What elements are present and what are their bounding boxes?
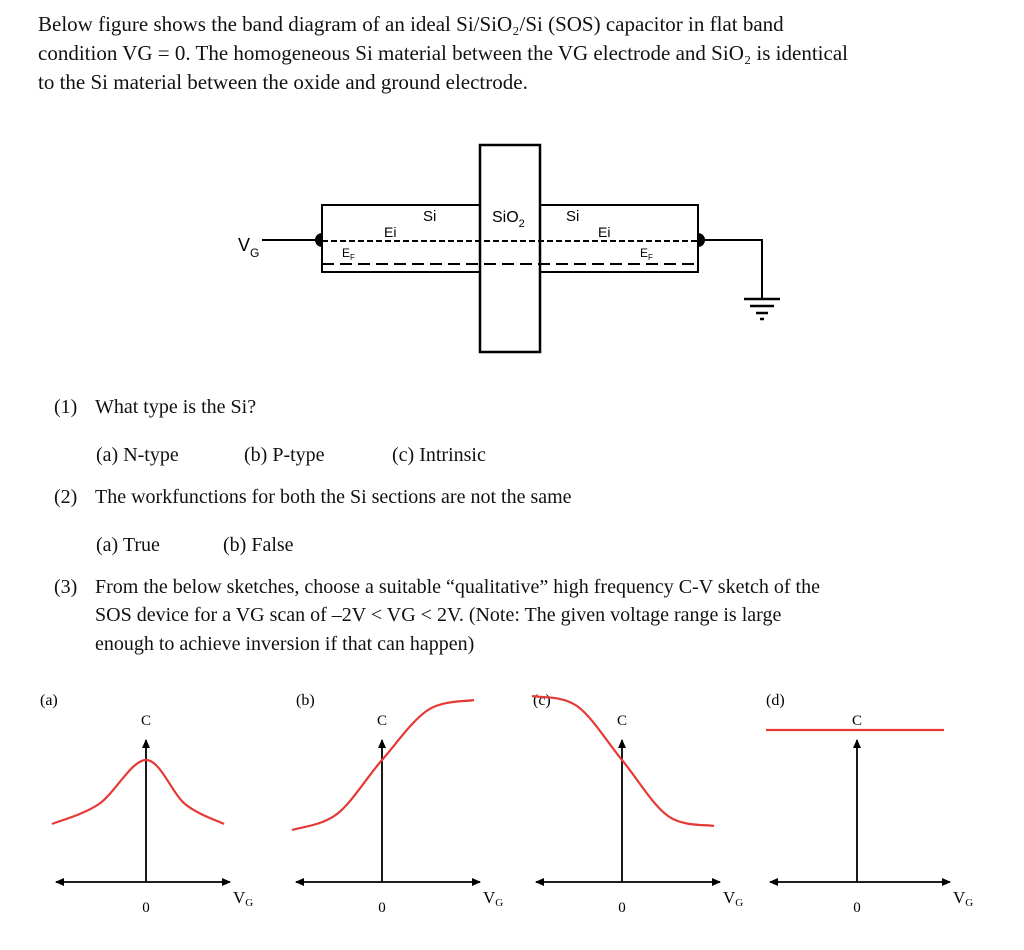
q1-option-c[interactable]: (c) Intrinsic [392, 444, 486, 466]
ef-right-label: E [640, 246, 649, 260]
q1-text: What type is the Si? [95, 396, 257, 418]
oxide-box [480, 145, 540, 352]
svg-text:VG [238, 235, 259, 260]
q3-line-3: enough to achieve inversion if that can happen) [95, 633, 475, 655]
left-contact-icon [315, 233, 322, 247]
vg-axis-label: VG [723, 888, 744, 909]
si-right-box [540, 205, 698, 272]
sketch-label: (a) [40, 692, 58, 709]
cv-sketch-c [532, 692, 743, 916]
intro-line-2: condition VG = 0. The homogeneous Si material between the VG electrode and SiO₂ is identical [38, 41, 848, 65]
q2-option-a[interactable]: (a) True [96, 534, 160, 556]
c-axis-label: C [376, 713, 388, 729]
c-axis-label: C [616, 713, 628, 729]
sketch-label: (d) [766, 692, 785, 709]
right-contact-icon [698, 233, 705, 247]
c-axis-label: C [140, 713, 152, 729]
q2-text: The workfunctions for both the Si sections are not the same [95, 486, 572, 508]
vg-axis-label: VG [953, 888, 974, 909]
q2-number: (2) [54, 486, 78, 508]
sketch-label: (c) [533, 692, 551, 709]
vg-sub: G [250, 246, 260, 260]
cv-sketch-b [292, 692, 503, 916]
c-axis-label: C [851, 713, 863, 729]
zero-tick-label: 0 [853, 900, 861, 916]
svg-text:EF [342, 246, 355, 262]
oxide-sub: 2 [518, 218, 525, 230]
si-right-label: Si [566, 208, 580, 225]
vg-axis-label: VG [483, 888, 504, 909]
ef-left-label: E [342, 246, 351, 260]
oxide-label: SiO [492, 209, 519, 226]
zero-tick-label: 0 [142, 900, 150, 916]
q3-line-1: From the below sketches, choose a suitable “qualitative” high frequency C-V sketch of the [95, 576, 820, 598]
ground-icon [744, 299, 780, 319]
vg-axis-label: VG [233, 888, 254, 909]
ei-left-label: Ei [384, 224, 397, 240]
ground-wire [705, 240, 762, 298]
ef-right-sub: F [648, 253, 653, 262]
zero-tick-label: 0 [378, 900, 386, 916]
cv-curve [52, 760, 224, 824]
ei-right-label: Ei [598, 224, 611, 240]
q1-option-a[interactable]: (a) N-type [96, 444, 179, 466]
si-left-box [322, 205, 480, 272]
q3-line-2: SOS device for a VG scan of –2V < VG < 2V. (Note: The given voltage range is large [95, 604, 782, 626]
ef-left-sub: F [350, 253, 355, 262]
zero-tick-label: 0 [618, 900, 626, 916]
q3-number: (3) [54, 576, 78, 598]
intro-line-1: Below figure shows the band diagram of an ideal Si/SiO₂/Si (SOS) capacitor in flat band [38, 12, 784, 36]
intro-line-3: to the Si material between the oxide and ground electrode. [38, 70, 528, 94]
svg-text:EF [640, 246, 653, 262]
cv-sketches [0, 680, 1024, 950]
q1-option-b[interactable]: (b) P-type [244, 444, 325, 466]
band-diagram [0, 130, 1024, 370]
cv-sketch-d [766, 692, 973, 916]
cv-sketch-a [40, 692, 253, 916]
q1-number: (1) [54, 396, 78, 418]
vg-label: V [238, 235, 251, 255]
si-left-label: Si [423, 208, 437, 225]
sketch-label: (b) [296, 692, 315, 709]
q2-option-b[interactable]: (b) False [223, 534, 294, 556]
